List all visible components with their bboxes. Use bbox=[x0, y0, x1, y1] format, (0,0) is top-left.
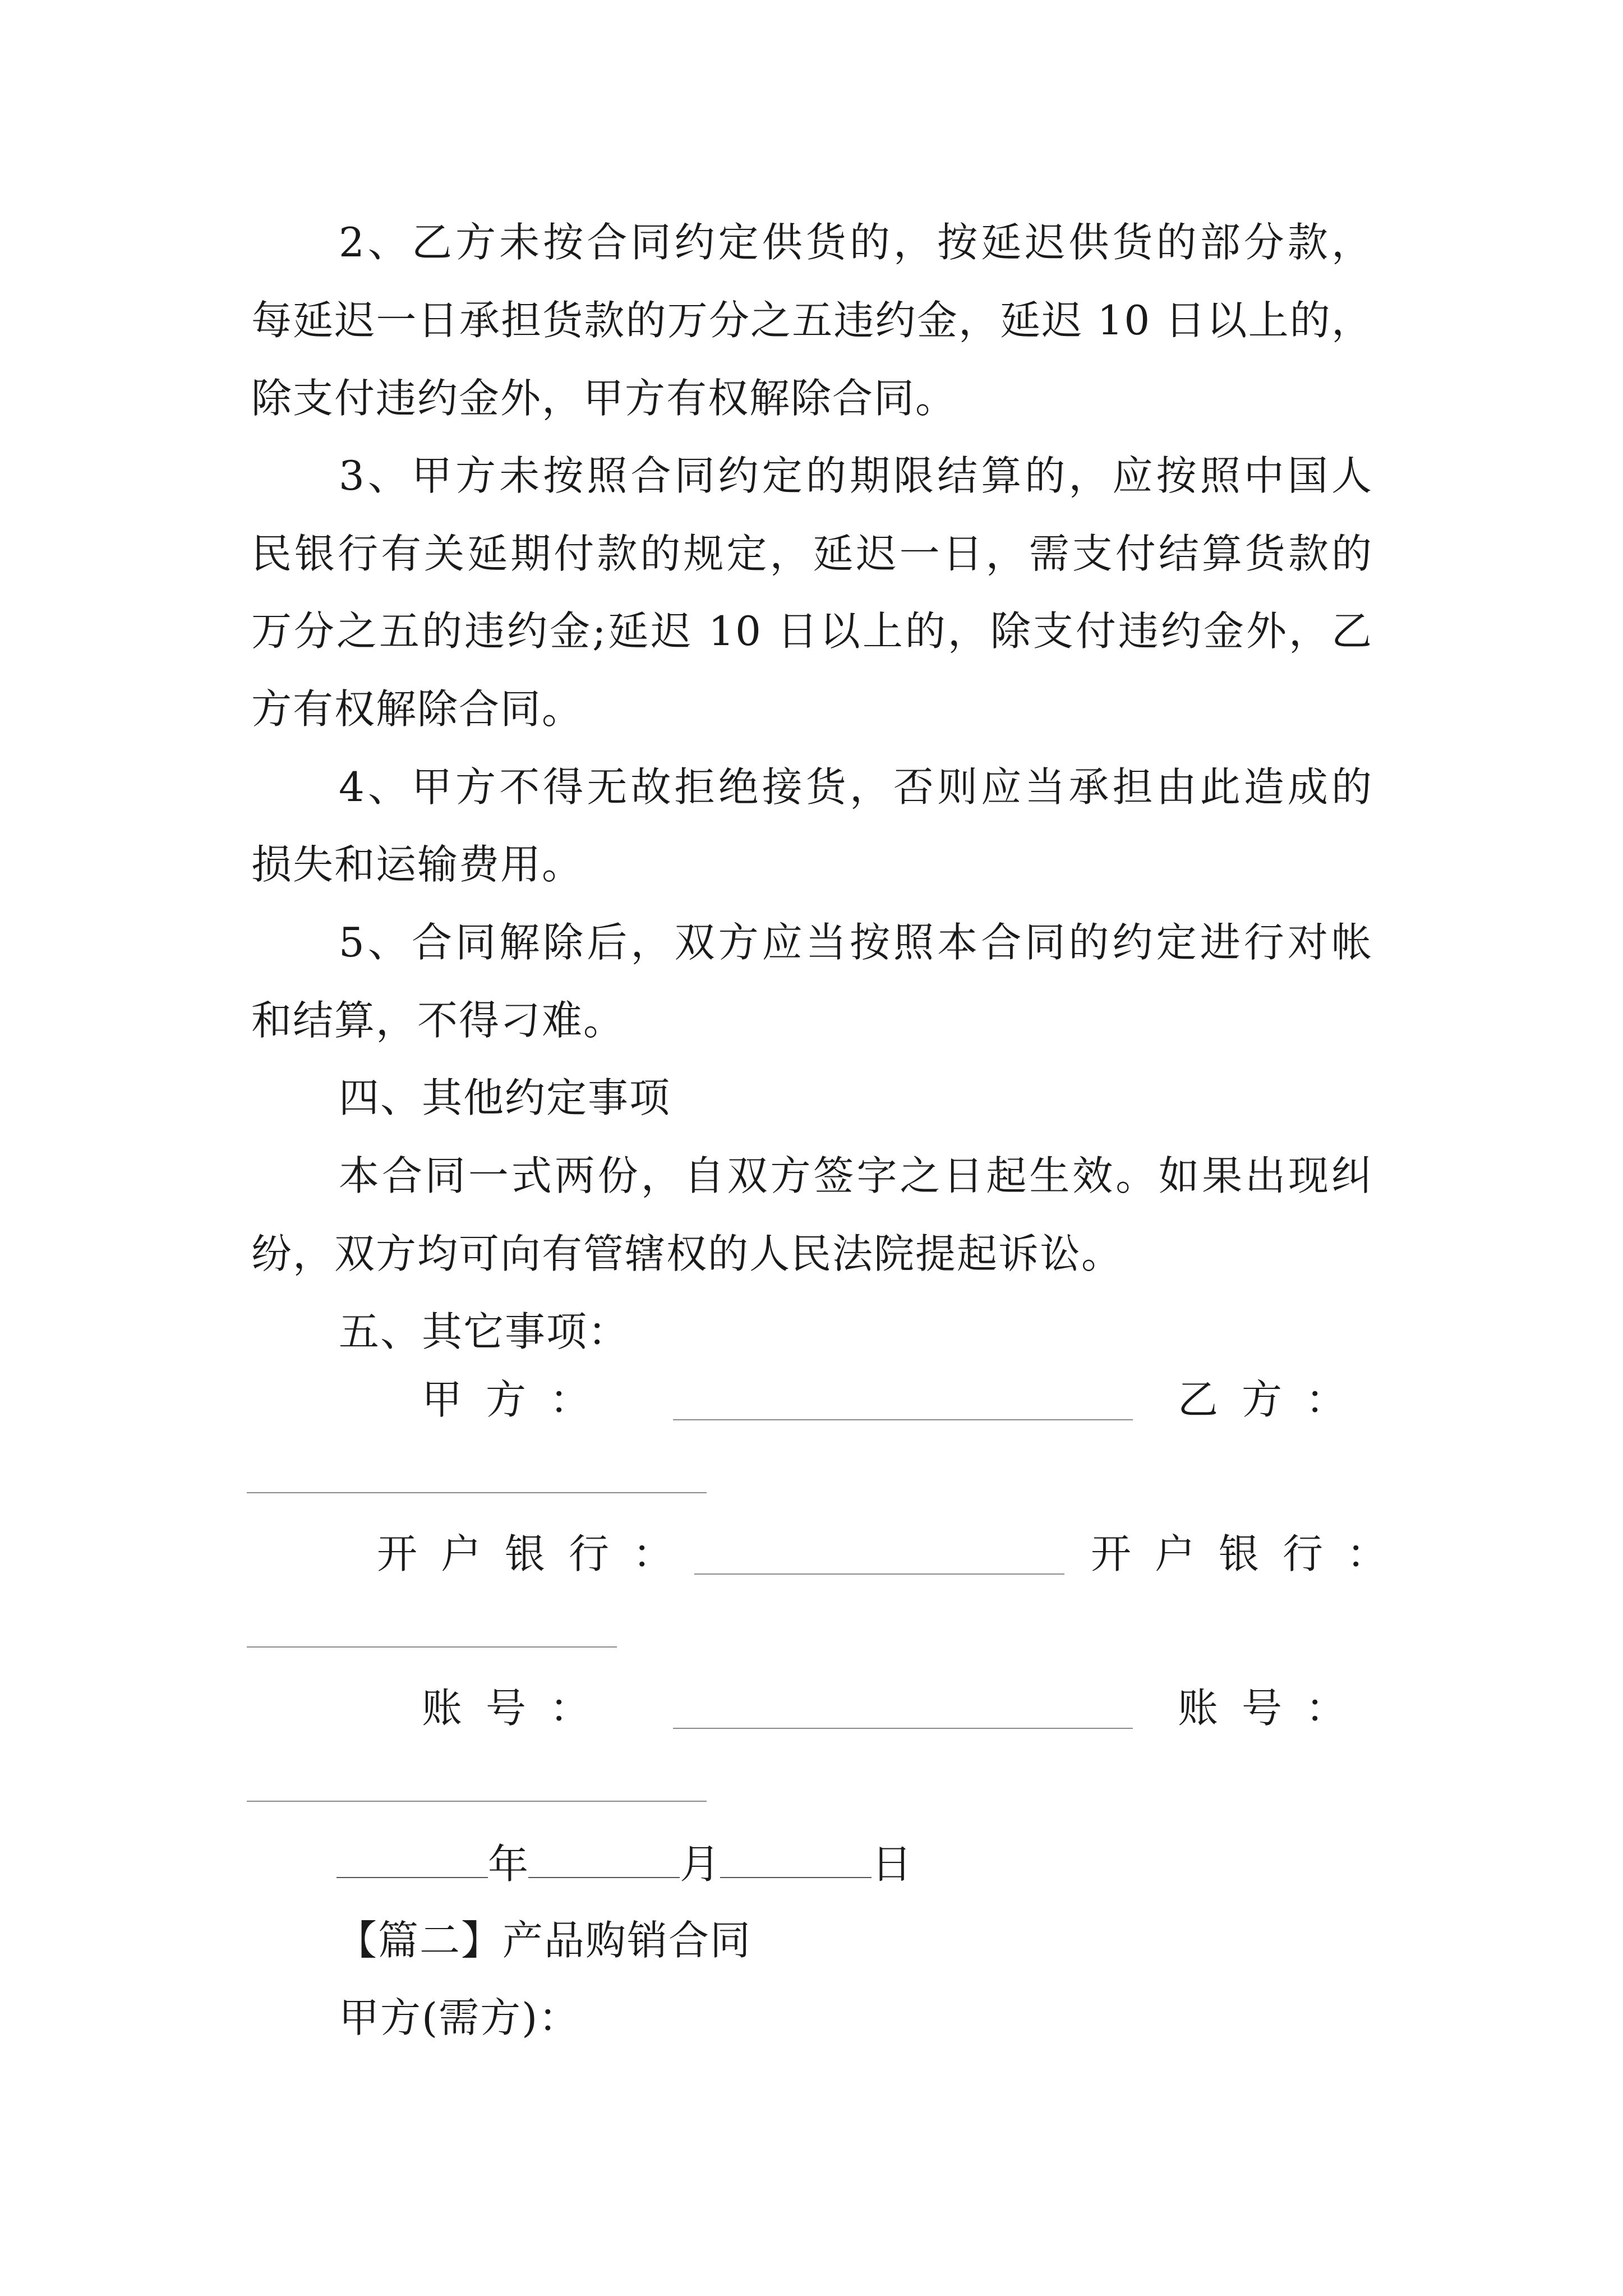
next-contract-party-a: 甲方(需方)： bbox=[339, 1994, 580, 2041]
next-contract-title: 【篇二】产品购销合同 bbox=[336, 1917, 752, 1964]
account-a-label: 账号： bbox=[422, 1685, 614, 1732]
clause-4-line-2: 损失和运输费用。 bbox=[251, 841, 584, 888]
clause-2-line-1: 2、乙方未按合同约定供货的，按延迟供货的部分款， bbox=[339, 219, 1373, 266]
clause-3-line-4: 方有权解除合同。 bbox=[251, 685, 584, 733]
clause-5-line-1: 5、合同解除后，双方应当按照本合同的约定进行对帐 bbox=[339, 919, 1373, 966]
clause-5-line-2: 和结算，不得刁难。 bbox=[251, 997, 625, 1044]
clause-2-line-3: 除支付违约金外，甲方有权解除合同。 bbox=[251, 375, 957, 422]
party-b-label: 乙方： bbox=[1178, 1376, 1370, 1423]
section-4-line-1: 本合同一式两份，自双方签字之日起生效。如果出现纠 bbox=[339, 1152, 1373, 1199]
year-blank bbox=[336, 1835, 488, 1878]
bank-b-line bbox=[247, 1646, 617, 1648]
clause-2-line-2: 每延迟一日承担货款的万分之五违约金，延迟 10 日以上的， bbox=[251, 297, 1373, 344]
date-line bbox=[336, 1835, 912, 1889]
account-a-line bbox=[673, 1728, 1133, 1729]
clause-3-line-1: 3、甲方未按照合同约定的期限结算的，应按照中国人 bbox=[339, 452, 1373, 499]
account-b-line bbox=[247, 1801, 707, 1802]
bank-b-label: 开户银行： bbox=[1091, 1530, 1411, 1577]
day-label: 日 bbox=[872, 1841, 912, 1888]
section-5-heading: 五、其它事项： bbox=[339, 1308, 630, 1355]
clause-3-line-3: 万分之五的违约金;延迟 10 日以上的，除支付违约金外，乙 bbox=[251, 608, 1373, 655]
month-blank bbox=[528, 1835, 680, 1878]
party-b-line bbox=[247, 1492, 707, 1493]
clause-4-line-1: 4、甲方不得无故拒绝接货，否则应当承担由此造成的 bbox=[339, 763, 1373, 811]
section-4-heading: 四、其他约定事项 bbox=[339, 1074, 671, 1121]
account-b-label: 账号： bbox=[1178, 1685, 1370, 1732]
bank-a-line bbox=[694, 1573, 1064, 1575]
party-a-line bbox=[673, 1419, 1133, 1420]
clause-3-line-2: 民银行有关延期付款的规定，延迟一日，需支付结算货款的 bbox=[251, 530, 1373, 577]
year-label: 年 bbox=[488, 1841, 529, 1888]
bank-a-label: 开户银行： bbox=[377, 1530, 697, 1577]
section-4-line-2: 纷，双方均可向有管辖权的人民法院提起诉讼。 bbox=[251, 1230, 1123, 1277]
month-label: 月 bbox=[680, 1841, 721, 1888]
day-blank bbox=[720, 1835, 872, 1878]
party-a-label: 甲方： bbox=[422, 1376, 614, 1423]
